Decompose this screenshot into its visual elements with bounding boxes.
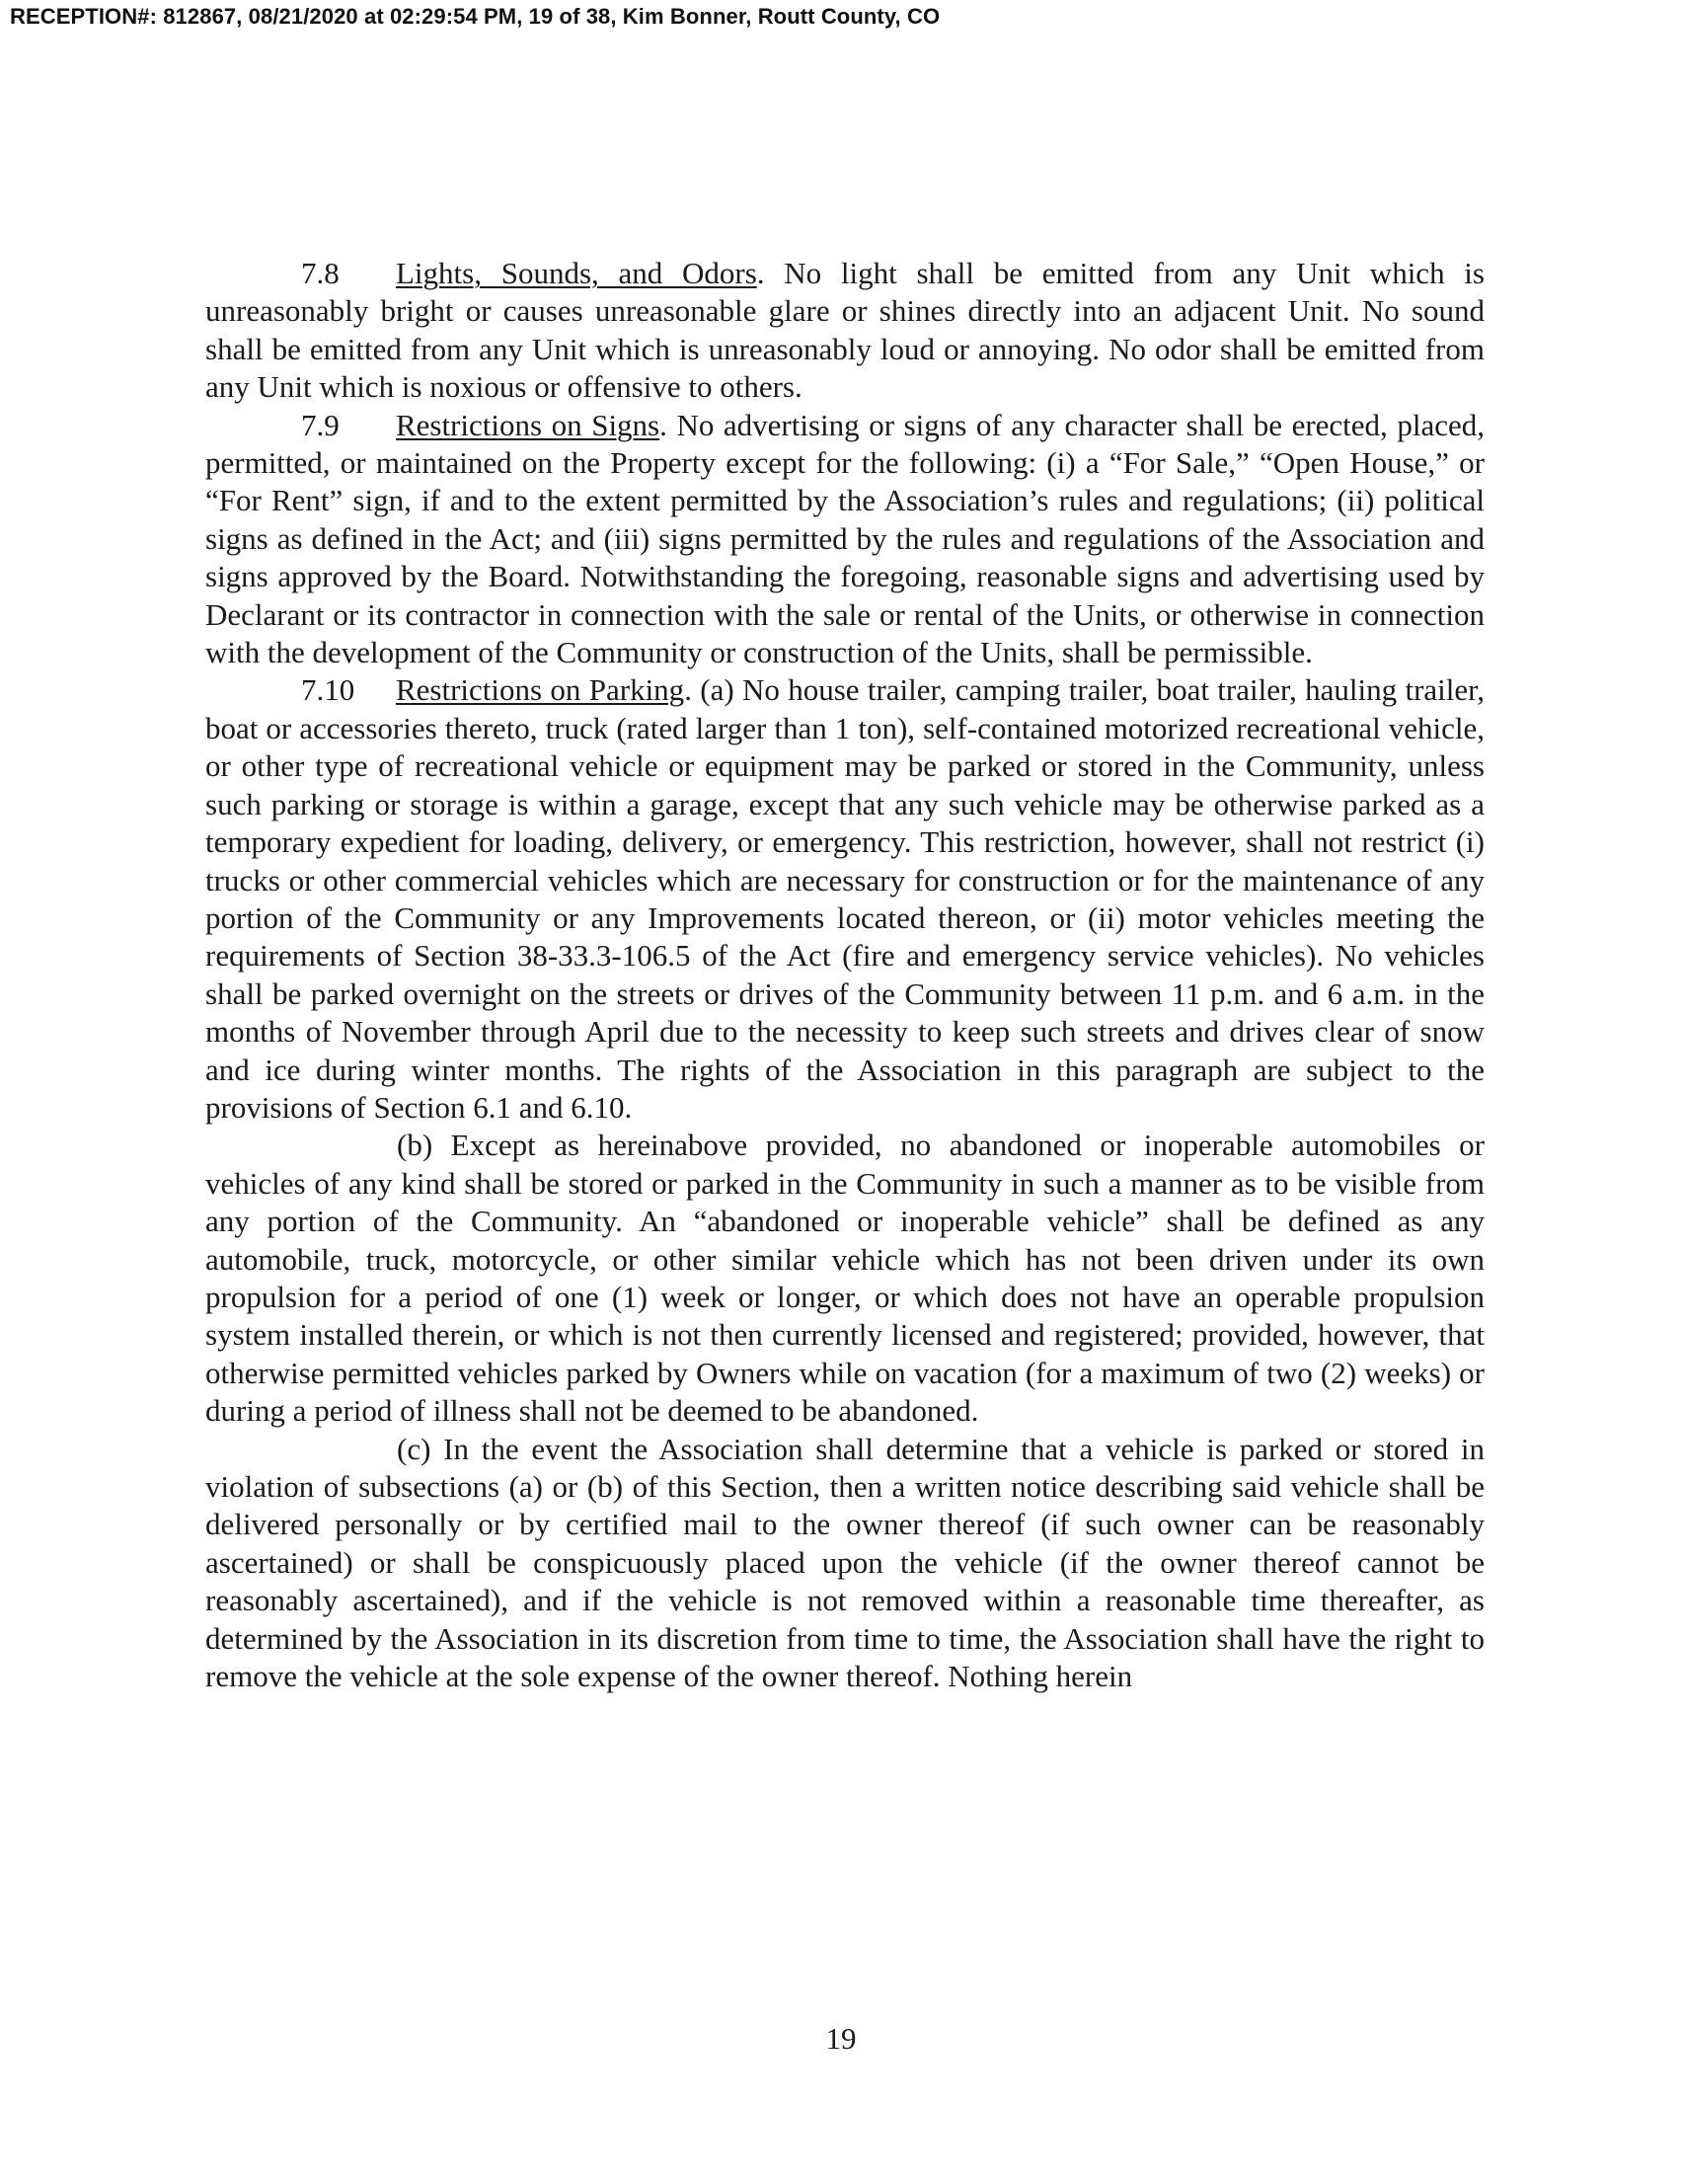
section-body: . No light shall be emitted from any Unit which is unreasonably bright or causes unreasonable glare or shines directly into an adjacent Unit. No sound shall be emitted from any Unit which is unreasonably loud or annoying. No odor shall be emitted from any Unit which is noxious or offensive to others. [205,256,1485,405]
section-7-10 [205,671,1485,1127]
section-body: . No advertising or signs of any character shall be erected, placed, permitted, or maintained on the Property except for the following: (i) a “For Sale,” “Open House,” or “For Rent” sign, if and to the extent permitted by the Association’s rules and regulations; (ii) political signs as defined in the Act; and (iii) signs permitted by the rules and regulations of the Association and signs approved by the Board. Notwithstanding the foregoing, reasonable signs and advertising used by Declarant or its contractor in connection with the sale or rental of the Units, or otherwise in connection with the development of the Community or construction of the Units, shall be permissible. [205,407,1486,670]
document-page [205,255,1485,1695]
section-title: Restrictions on Parking [396,672,685,708]
section-7-8 [205,255,1485,407]
section-7-9 [205,407,1485,672]
subsection-b: (b) Except as hereinabove provided, no abandoned or inoperable automobiles or vehicles of any kind shall be stored or parked in the Community in such a manner as to be visible from any portion of the Community. An “abandoned or inoperable vehicle” shall be defined as any automobile, truck, motorcycle, or other similar vehicle which has not been driven under its own propulsion for a period of one (1) week or longer, or which does not have an operable propulsion system installed therein, or which is not then currently licensed and registered; provided, however, that otherwise permitted vehicles parked by Owners while on vacation (for a maximum of two (2) weeks) or during a period of illness shall not be deemed to be abandoned. [205,1128,1485,1429]
subsection-c: (c) In the event the Association shall determine that a vehicle is parked or stored in violation of subsections (a) or (b) of this Section, then a written notice describing said vehicle shall be delivered personally or by certified mail to the owner thereof (if such owner can be reasonably ascertained) or shall be conspicuously placed upon the vehicle (if the owner thereof cannot be reasonably ascertained), and if the vehicle is not removed within a reasonable time thereafter, as determined by the Association in its discretion from time to time, the Association shall have the right to remove the vehicle at the sole expense of the owner thereof. Nothing herein [205,1431,1485,1694]
section-title: Restrictions on Signs [396,407,660,442]
recording-stamp: RECEPTION#: 812867, 08/21/2020 at 02:29:54 PM, 19 of 38, Kim Bonner, Routt County, CO [10,4,941,29]
section-number: 7.9 [301,407,340,442]
section-body: . (a) No house trailer, camping trailer, boat trailer, hauling trailer, boat or accessories thereto, truck (rated larger than 1 ton), self-contained motorized recreational vehicle, or other type of recreational vehicle or equipment may be parked or stored in the Community, unless such parking or storage is within a garage, except that any such vehicle may be otherwise parked as a temporary expedient for loading, delivery, or emergency. This restriction, however, shall not restrict (i) trucks or other commercial vehicles which are necessary for construction or for the maintenance of any portion of the Community or any Improvements located thereon, or (ii) motor vehicles meeting the requirements of Section 38-33.3-106.5 of the Act (fire and emergency service vehicles). No vehicles shall be parked overnight on the streets or drives of the Community between 11 p.m. and 6 a.m. in the months of November through April due to the necessity to keep such streets and drives clear of snow and ice during winter months. The rights of the Association in this paragraph are subject to the provisions of Section 6.1 and 6.10. [205,672,1485,1125]
section-number: 7.10 [301,672,355,708]
section-title: Lights, Sounds, and Odors [396,256,757,290]
page-number: 19 [825,2021,857,2056]
section-number: 7.8 [301,256,340,290]
